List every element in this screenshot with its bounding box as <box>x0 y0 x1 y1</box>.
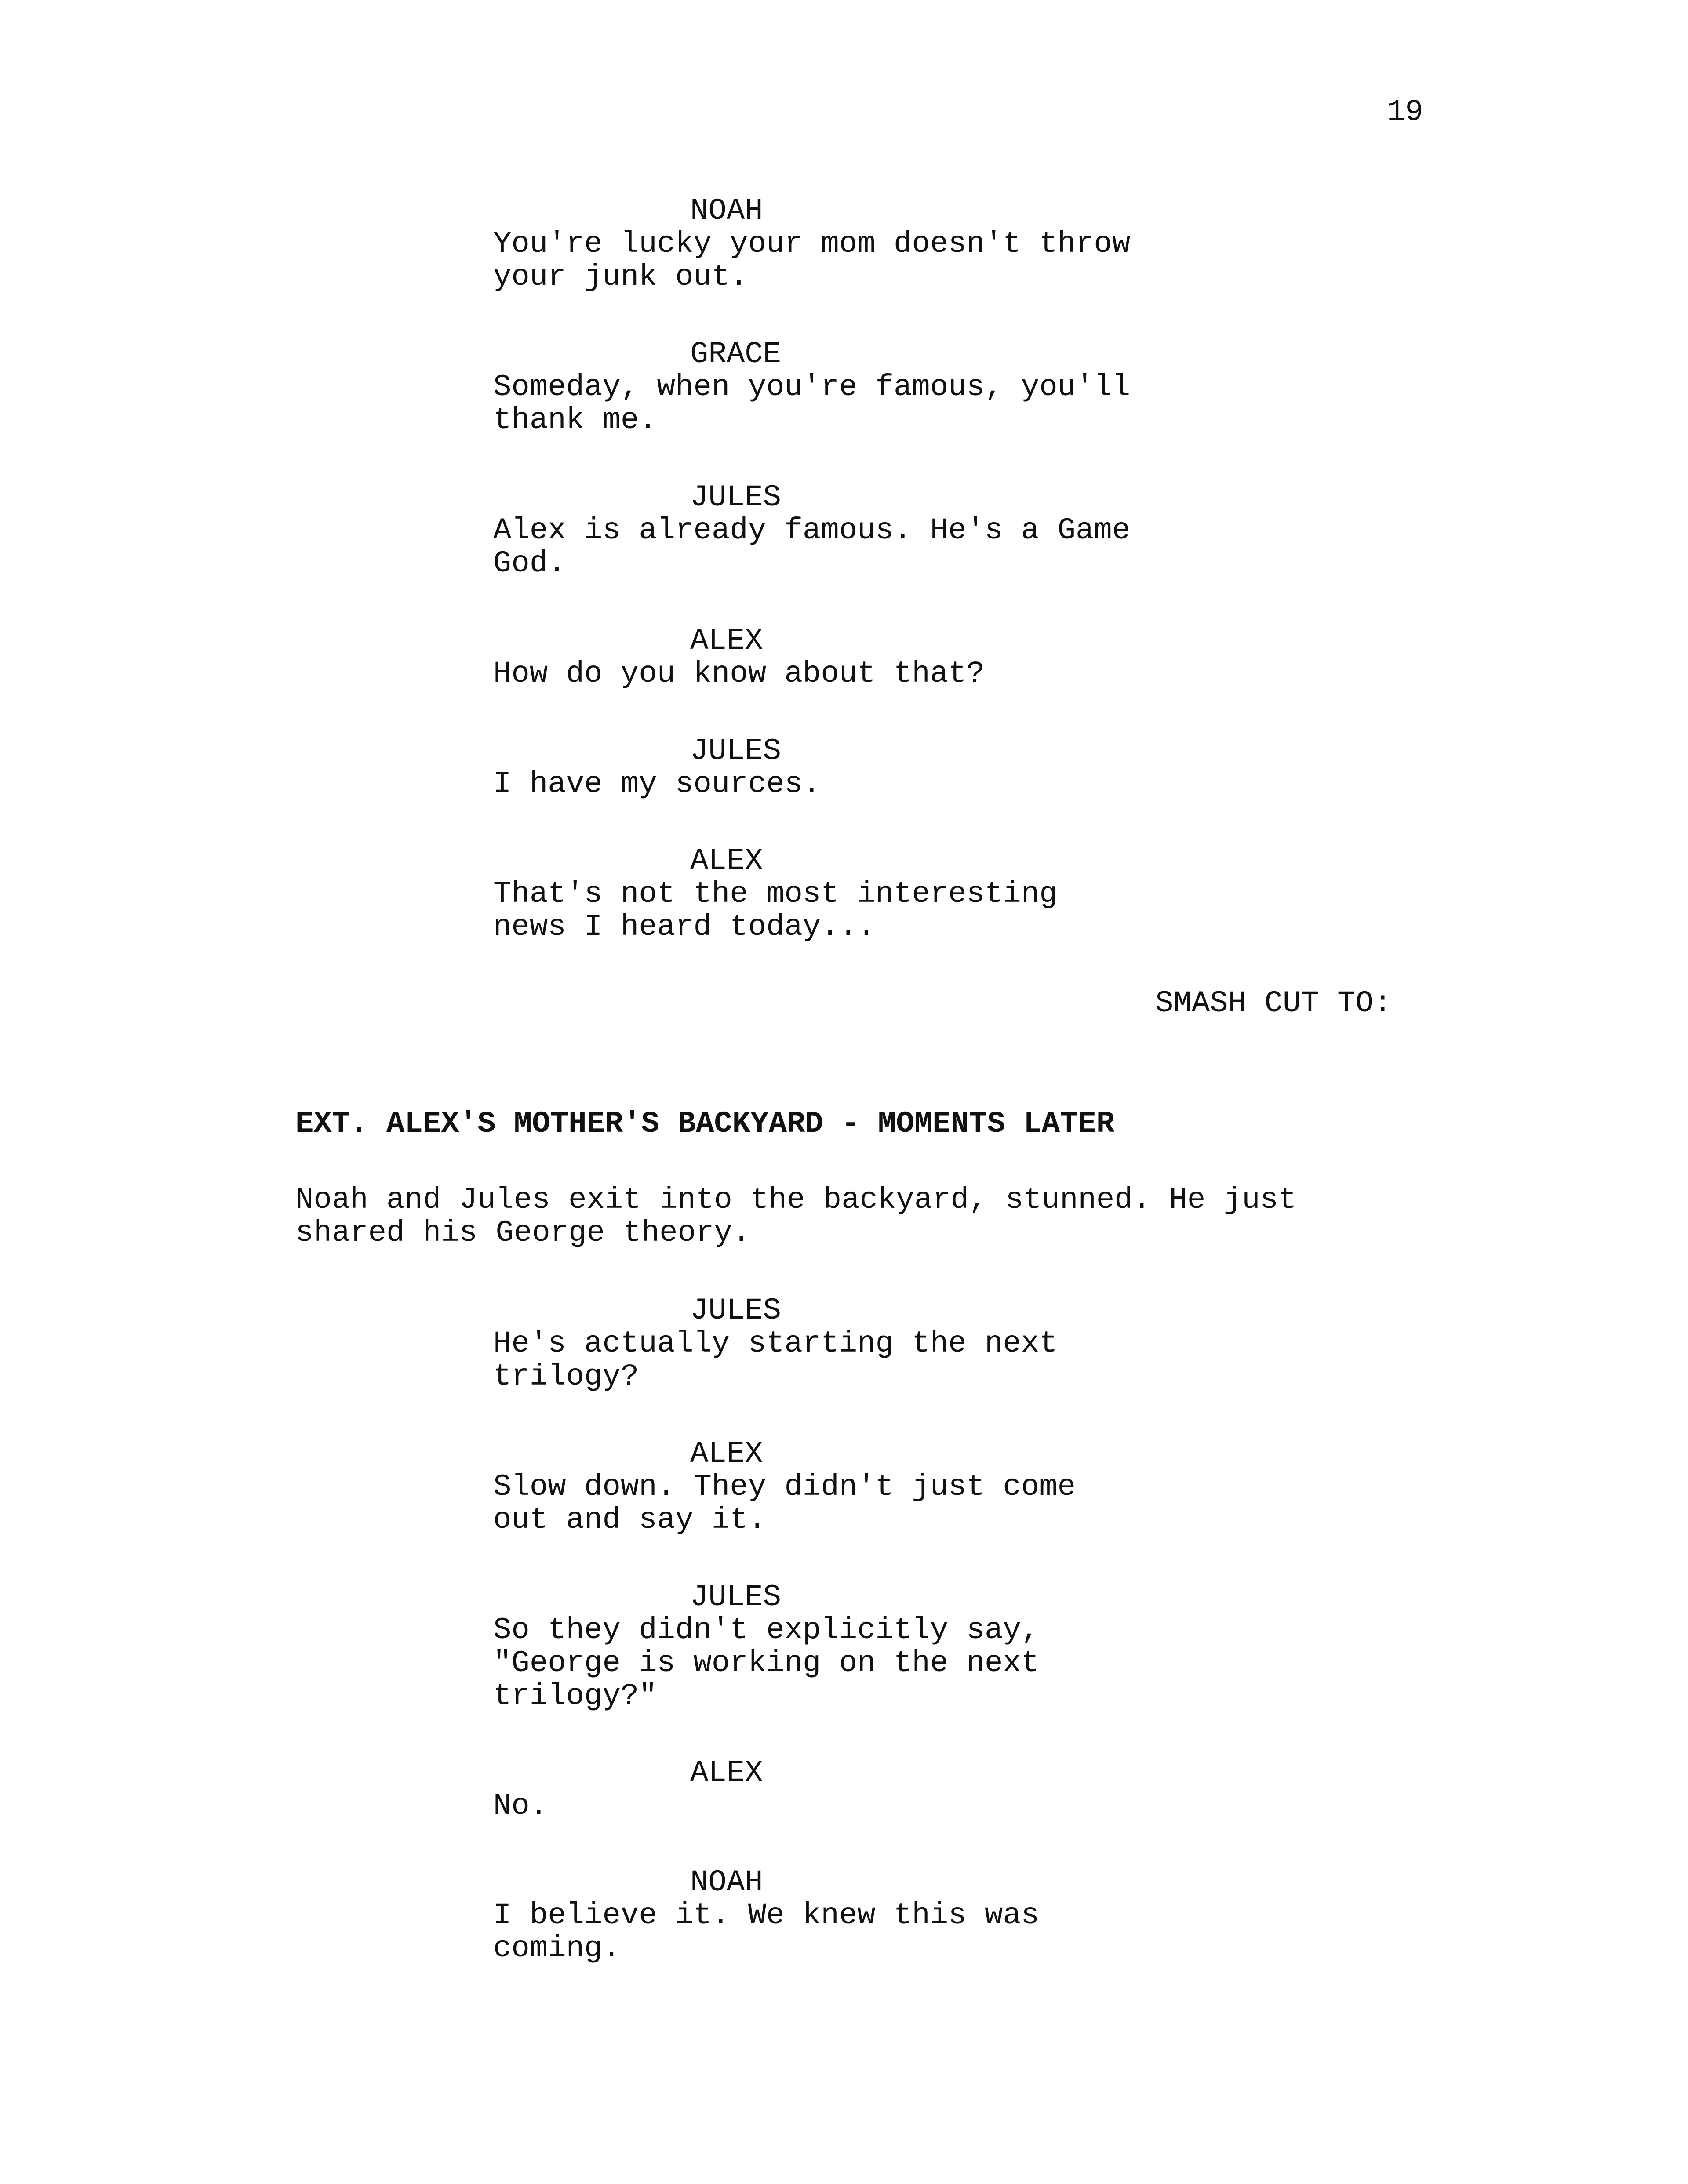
dialogue-text: I have my sources. <box>493 767 821 801</box>
dialogue-text: You're lucky your mom doesn't throw your junk out. <box>493 227 1131 294</box>
dialogue-text: Alex is already famous. He's a Game God. <box>493 513 1131 581</box>
page-number: 19 <box>1387 95 1423 129</box>
action-text: Noah and Jules exit into the backyard, stunned. He just shared his George theory. <box>295 1183 1297 1250</box>
character-name: NOAH <box>690 1865 763 1900</box>
dialogue-text: No. <box>493 1789 548 1823</box>
scene-heading: EXT. ALEX'S MOTHER'S BACKYARD - MOMENTS LATER <box>295 1107 1115 1141</box>
character-name: JULES <box>690 734 782 768</box>
dialogue-text: Someday, when you're famous, you'll thank me. <box>493 370 1131 437</box>
character-name: ALEX <box>690 1756 763 1790</box>
dialogue-text: How do you know about that? <box>493 657 985 691</box>
dialogue-text: So they didn't explicitly say, "George is working on the next trilogy?" <box>493 1613 1040 1713</box>
character-name: ALEX <box>690 844 763 878</box>
character-name: JULES <box>690 480 782 515</box>
character-name: NOAH <box>690 194 763 228</box>
dialogue-text: I believe it. We knew this was coming. <box>493 1898 1040 1966</box>
character-name: JULES <box>690 1580 782 1614</box>
transition: SMASH CUT TO: <box>1155 986 1392 1021</box>
dialogue-text: Slow down. They didn't just come out and say it. <box>493 1470 1076 1537</box>
character-name: ALEX <box>690 1437 763 1471</box>
dialogue-text: He's actually starting the next trilogy? <box>493 1326 1058 1394</box>
character-name: ALEX <box>690 624 763 658</box>
dialogue-text: That's not the most interesting news I heard today... <box>493 877 1058 944</box>
character-name: JULES <box>690 1294 782 1328</box>
character-name: GRACE <box>690 337 782 371</box>
